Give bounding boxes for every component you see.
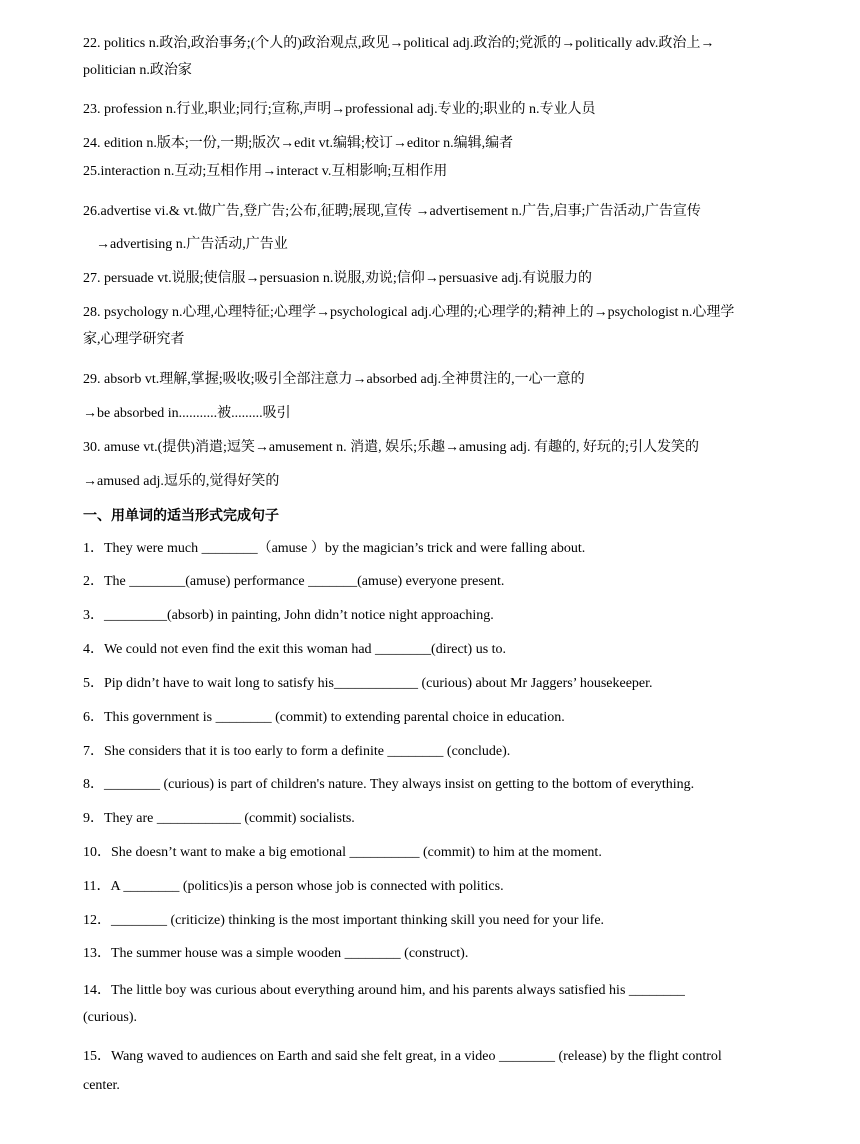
- exercise-6: 6．This government is ________ (commit) to extending parental choice in education.: [83, 710, 565, 725]
- exercise-3: 3．_________(absorb) in painting, John didn’t notice night approaching.: [83, 608, 494, 623]
- exercise-10: 10．She doesn’t want to make a big emotional __________ (commit) to him at the moment.: [83, 845, 602, 860]
- vocab-entry-30-line-1: 30. amuse vt.(提供)消遣;逗笑→amusement n. 消遣, 娱乐;乐趣→amusing adj. 有趣的, 好玩的;引人发笑的: [83, 440, 699, 455]
- exercise-9: 9．They are ____________ (commit) socialists.: [83, 811, 355, 826]
- exercise-2: 2．The ________(amuse) performance _______(amuse) everyone present.: [83, 574, 505, 589]
- vocab-entry-25: 25.interaction n.互动;互相作用→interact v.互相影响;互相作用: [83, 164, 448, 179]
- exercise-12: 12．________ (criticize) thinking is the most important thinking skill you need for your life.: [83, 913, 605, 928]
- exercise-15-line-2: center.: [83, 1078, 120, 1093]
- exercise-11: 11．A ________ (politics)is a person whose job is connected with politics.: [83, 879, 504, 894]
- vocab-entry-22-line-1: 22. politics n.政治,政治事务;(个人的)政治观点,政见→political adj.政治的;党派的→politically adv.政治上→: [83, 36, 715, 51]
- exercise-7: 7．She considers that it is too early to form a definite ________ (conclude).: [83, 744, 511, 759]
- exercise-1: 1．They were much ________（amuse ）by the magician’s trick and were falling about.: [83, 541, 586, 556]
- vocab-entry-28-line-2: 家,心理学研究者: [83, 332, 185, 347]
- section-heading: 一、用单词的适当形式完成句子: [83, 508, 279, 524]
- exercise-15-line-1: 15．Wang waved to audiences on Earth and said she felt great, in a video ________ (release) by the flight control: [83, 1049, 722, 1064]
- vocab-entry-26-line-1: 26.advertise vi.& vt.做广告,登广告;公布,征聘;展现,宣传 →advertisement n.广告,启事;广告活动,广告宣传: [83, 204, 701, 219]
- vocab-entry-29-line-1: 29. absorb vt.理解,掌握;吸收;吸引全部注意力→absorbed adj.全神贯注的,一心一意的: [83, 372, 585, 387]
- vocab-entry-27: 27. persuade vt.说服;使信服→persuasion n.说服,劝说;信仰→persuasive adj.有说服力的: [83, 271, 592, 286]
- vocab-entry-22-line-2: politician n.政治家: [83, 63, 192, 78]
- exercise-13: 13．The summer house was a simple wooden ________ (construct).: [83, 946, 469, 961]
- exercise-14-line-1: 14．The little boy was curious about everything around him, and his parents always satisfied his ________: [83, 983, 685, 998]
- exercise-4: 4．We could not even find the exit this woman had ________(direct) us to.: [83, 642, 507, 657]
- exercise-8: 8．________ (curious) is part of children's nature. They always insist on getting to the bottom of everything.: [83, 777, 695, 792]
- vocab-entry-30-line-2: →amused adj.逗乐的,觉得好笑的: [83, 474, 280, 489]
- vocab-entry-24: 24. edition n.版本;一份,一期;版次→edit vt.编辑;校订→editor n.编辑,编者: [83, 136, 514, 151]
- exercise-5: 5．Pip didn’t have to wait long to satisfy his____________ (curious) about Mr Jaggers’ housekeeper.: [83, 676, 653, 691]
- vocab-entry-23: 23. profession n.行业,职业;同行;宣称,声明→professional adj.专业的;职业的 n.专业人员: [83, 102, 596, 117]
- vocab-entry-28-line-1: 28. psychology n.心理,心理特征;心理学→psychological adj.心理的;心理学的;精神上的→psychologist n.心理学: [83, 305, 735, 320]
- exercise-14-line-2: (curious).: [83, 1010, 138, 1025]
- vocab-entry-26-line-2: →advertising n.广告活动,广告业: [96, 237, 288, 252]
- vocab-entry-29-line-2: →be absorbed in...........被.........吸引: [83, 406, 291, 421]
